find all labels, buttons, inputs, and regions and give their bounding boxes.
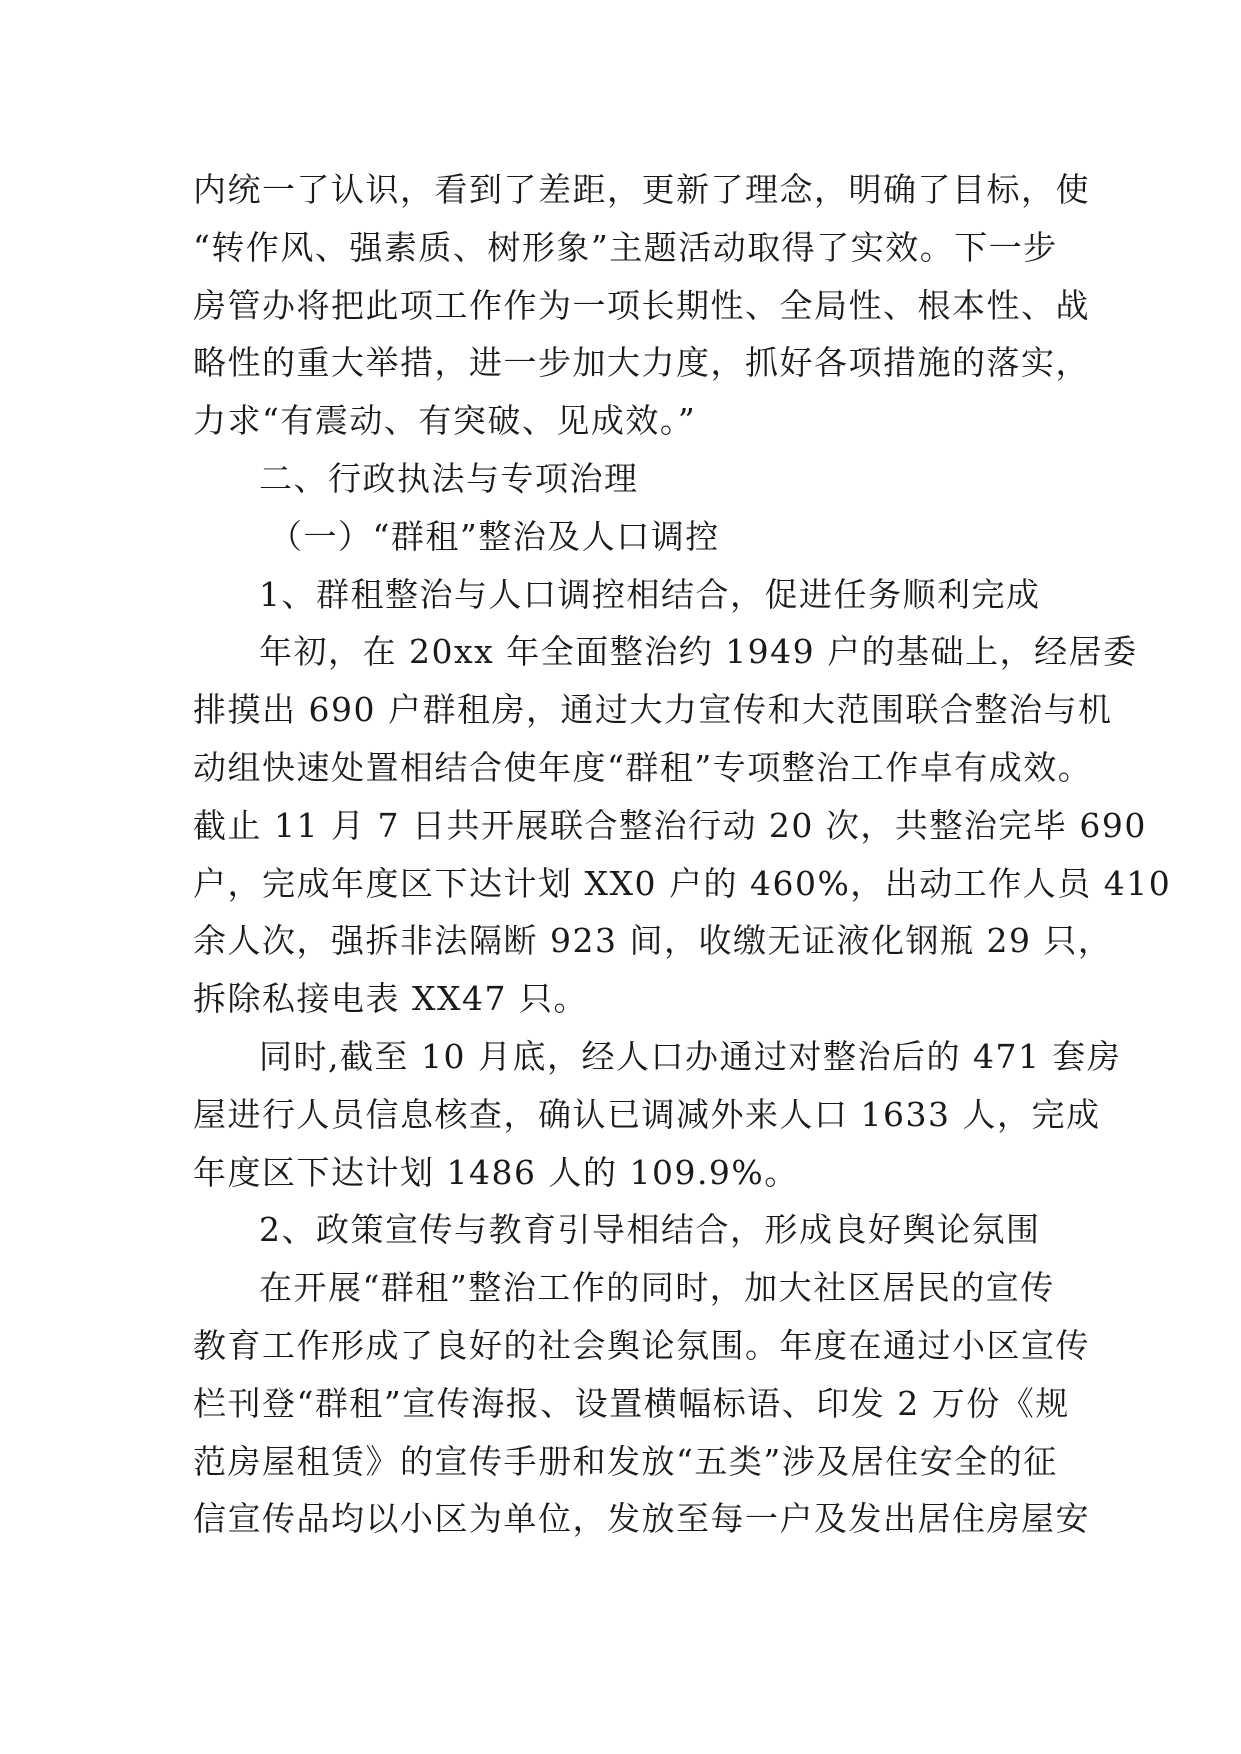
text-line: 年初，在 20xx 年全面整治约 1949 户的基础上，经居委 [259,632,1138,672]
text-line: 房管办将把此项工作作为一项长期性、全局性、根本性、战 [193,285,1090,325]
text-line: “转作风、强素质、树形象”主题活动取得了实效。下一步 [193,227,1058,267]
subsection-heading: （一）“群租”整治及人口调控 [269,516,720,556]
text-line: 户，完成年度区下达计划 XX0 户的 460%，出动工作人员 410 [193,863,1172,903]
text-line: 内统一了认识，看到了差距，更新了理念，明确了目标，使 [193,170,1090,209]
text-line: 拆除私接电表 XX47 只。 [193,979,588,1019]
text-line: 栏刊登“群租”宣传海报、设置横幅标语、印发 2 万份《规 [193,1383,1070,1423]
body-text [193,161,1172,1548]
text-line: 略性的重大举措，进一步加大力度，抓好各项措施的落实， [193,343,1090,383]
item-heading: 2、政策宣传与教育引导相结合，形成良好舆论氛围 [259,1210,1041,1250]
section-heading: 二、行政执法与专项治理 [259,458,639,498]
text-line: 信宣传品均以小区为单位，发放至每一户及发出居住房屋安 [193,1499,1090,1539]
text-line: 范房屋租赁》的宣传手册和发放“五类”涉及居住安全的征 [193,1441,1058,1481]
text-line: 力求“有震动、有突破、见成效。” [193,401,697,441]
text-line: 在开展“群租”整治工作的同时，加大社区居民的宣传 [259,1268,1055,1308]
text-line: 年度区下达计划 1486 人的 109.9%。 [193,1152,799,1192]
text-line: 排摸出 690 户群租房，通过大力宣传和大范围联合整治与机 [193,690,1113,730]
text-line: 动组快速处置相结合使年度“群租”专项整治工作卓有成效。 [193,747,1093,787]
text-line: 截止 11 月 7 日共开展联合整治行动 20 次，共整治完毕 690 [193,805,1147,845]
text-line: 余人次，强拆非法隔断 923 间，收缴无证液化钢瓶 29 只， [193,921,1113,961]
text-line: 教育工作形成了良好的社会舆论氛围。年度在通过小区宣传 [193,1325,1090,1365]
item-heading: 1、群租整治与人口调控相结合，促进任务顺利完成 [259,574,1041,614]
text-line: 同时,截至 10 月底，经人口办通过对整治后的 471 套房 [259,1036,1122,1076]
text-line: 屋进行人员信息核查，确认已调减外来人口 1633 人，完成 [193,1094,1101,1134]
